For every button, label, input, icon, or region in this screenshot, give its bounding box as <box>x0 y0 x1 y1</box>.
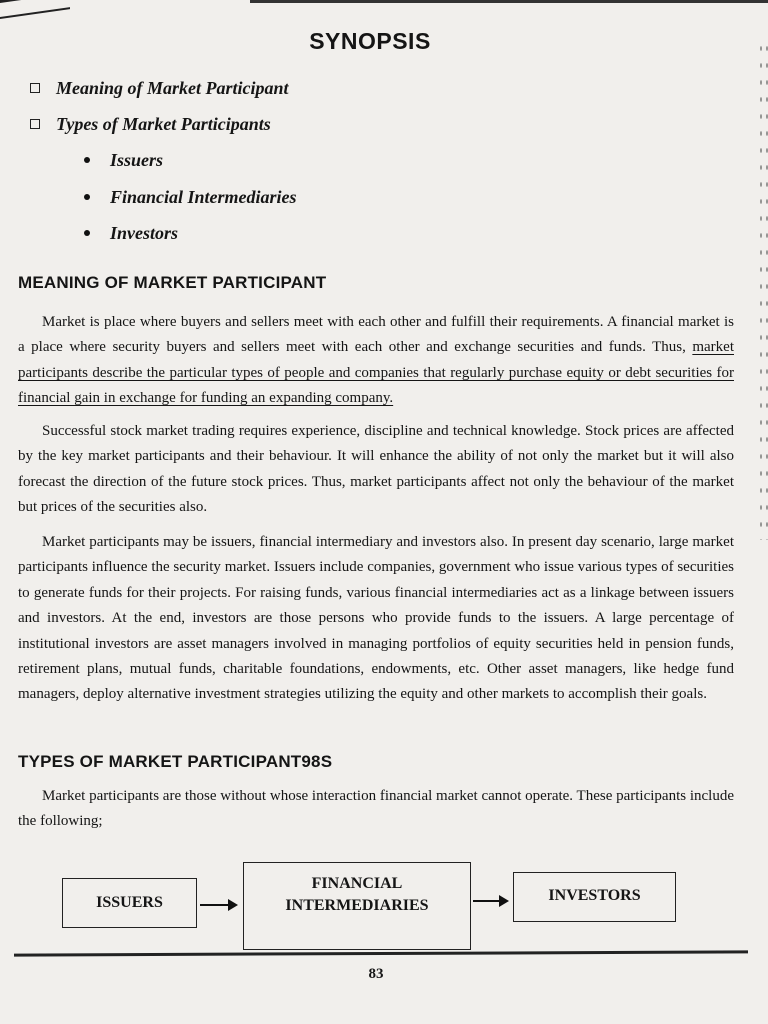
paragraph-meaning-3: Market participants may be issuers, financial intermediary and investors also. In present day scenario, large market participants influence the security market. Issuers include companies, government who issue various types of securities to generate funds for their projects. For raising funds, various financial intermediaries act as a linkage between issuers and investors. At the end, investors are those persons who provide funds to the issuers. A large percentage of institutional investors are asset managers involved in managing portfolios of equity securities held in pension funds, retirement plans, mutual funds, charitable foundations, endowments, etc. Other asset managers, like hedge fund managers, deploy alternative investment strategies utilizing the equity and other markets to accomplish their goals. <box>18 534 734 703</box>
synopsis-sub-label: Financial Intermediaries <box>110 187 297 207</box>
page-number: 83 <box>368 966 384 982</box>
section-heading-types: TYPES OF MARKET PARTICIPANT98S <box>18 752 333 771</box>
flow-arrow-1 <box>200 904 236 906</box>
flow-box-issuers: ISSUERS <box>62 878 197 928</box>
bullet-icon <box>84 157 90 163</box>
paragraph-types-1: Market participants are those without whose interaction financial market cannot operate. These participants include the following; <box>18 788 734 830</box>
synopsis-sub-intermediaries <box>84 187 297 208</box>
synopsis-item-types <box>30 114 271 135</box>
synopsis-sub-investors <box>84 223 178 244</box>
flow-arrow-2 <box>473 900 507 902</box>
flow-box-line: FINANCIAL <box>311 875 403 892</box>
page-title: SYNOPSIS <box>309 28 431 54</box>
synopsis-item-label: Meaning of Market Participant <box>56 78 289 98</box>
bullet-icon <box>84 230 90 236</box>
synopsis-sub-label: Investors <box>110 223 179 243</box>
bullet-icon <box>84 194 90 200</box>
synopsis-sub-issuers <box>84 150 163 171</box>
synopsis-item-label: Types of Market Participants <box>56 114 271 134</box>
checkbox-square-icon <box>30 83 40 93</box>
paragraph-meaning-2: Successful stock market trading requires experience, discipline and technical knowledge. Stock prices are affected by the key market participants and their behaviour. It will enhance the ability of not only the market but it will also forecast the direction of the future stock prices. Thus, market participants affect not only the behaviour of the market but prices of the securities also. <box>18 423 734 516</box>
flow-box-line: INTERMEDIARIES <box>285 897 429 914</box>
scan-speckles <box>758 40 768 540</box>
section-heading-meaning: MEANING OF MARKET PARTICIPANT <box>18 273 327 292</box>
synopsis-item-meaning <box>30 78 289 99</box>
paragraph-meaning-1 <box>18 310 734 412</box>
synopsis-sub-label: Issuers <box>110 150 164 170</box>
header-rule-right <box>250 0 768 3</box>
flow-box-intermediaries <box>243 862 471 950</box>
paragraph-text: Market is place where buyers and sellers meet with each other and fulfill their requirements. A financial market is a place where security buyers and sellers meet with each other and exchange securities and funds. Thus, <box>18 314 734 356</box>
underlined-definition: market participants describe the particular types of people and companies that regularly purchase equity or debt securities for financial gain in exchange for funding an expanding company. <box>18 339 734 407</box>
flow-box-investors: INVESTORS <box>513 872 676 922</box>
participants-flow-diagram <box>0 862 768 962</box>
header-rule-left <box>0 0 70 19</box>
checkbox-square-icon <box>30 119 40 129</box>
